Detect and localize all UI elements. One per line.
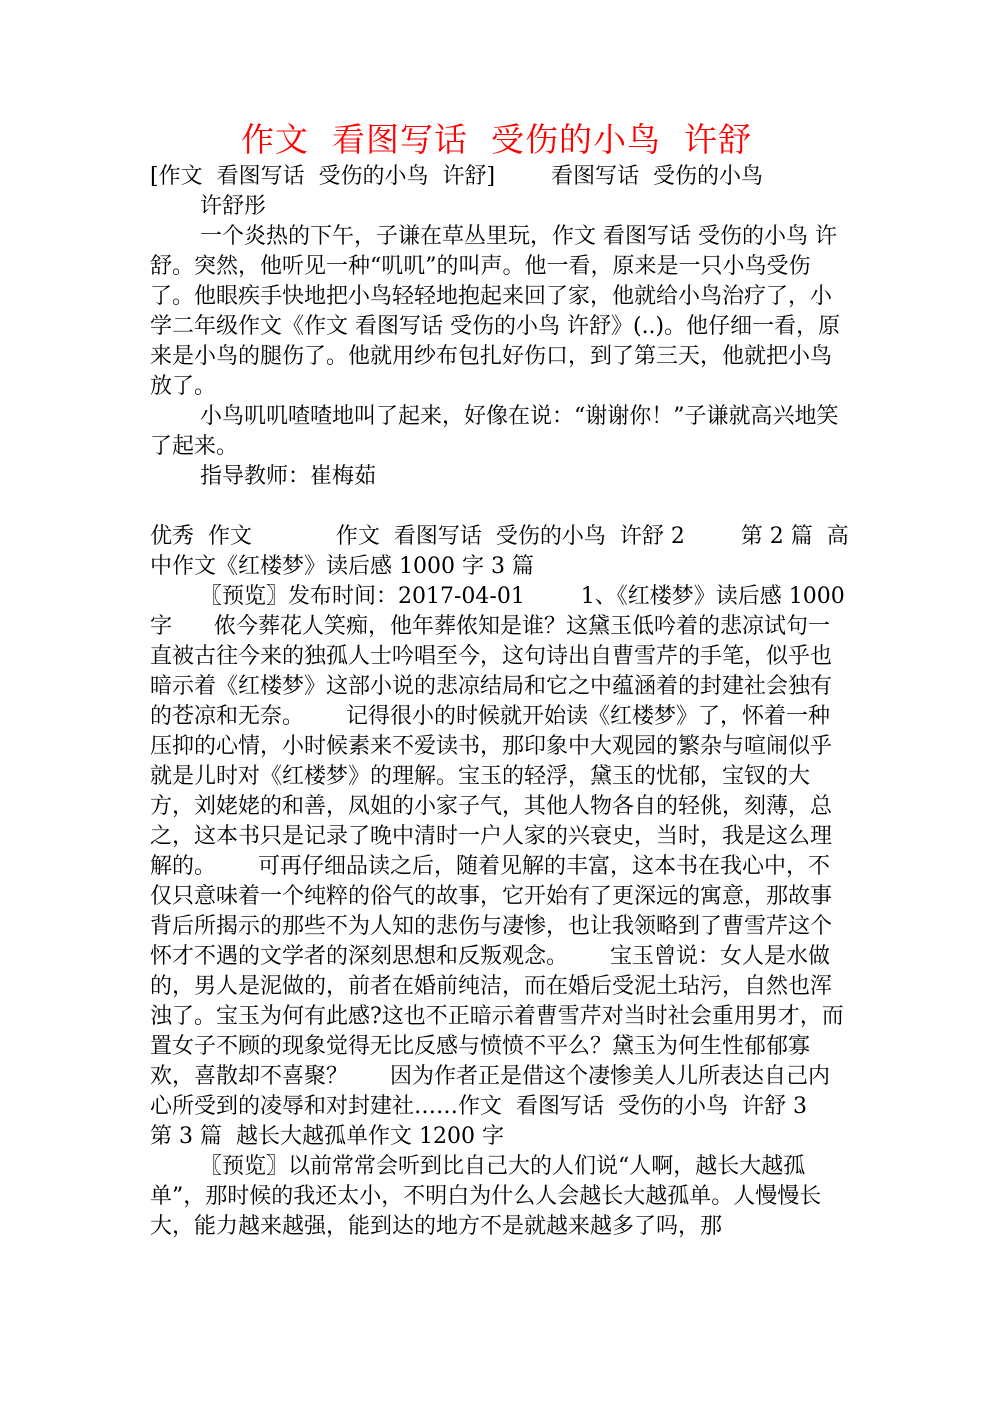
teacher-line: 指导教师：崔梅茹	[200, 464, 377, 489]
document-title: 作文 看图写话 受伤的小鸟 许舒	[241, 120, 752, 159]
document-body	[150, 162, 863, 1242]
author-name: 许舒彤	[200, 194, 267, 219]
article-2-preview: 〖预览〗发布时间：2017-04-01 1、《红楼梦》读后感 1000 字 侬今葬花人笑痴，他年葬侬知是谁？这黛玉低吟着的悲凉试句一直被古往今来的独孤人士吟唱至今，这句诗出自曹雪芹的手笔，似乎也暗示着《红楼梦》这部小说的悲凉结局和它之中蕴涵着的封建社会独有的苍凉和无奈。 记得很小的时候就开始读《红楼梦》了，怀着一种压抑的心情，小时候素来不爱读书，那印象中大观园的繁杂与喧闹似乎就是儿时对《红楼梦》的理解。宝玉的轻浮，黛玉的忧郁，宝钗的大方，刘姥姥的和善，凤姐的小家子气，其他人物各自的轻佻，刻薄，总之，这本书只是记录了晚中清时一户人家的兴衰史，当时，我是这么理解的。 可再仔细品读之后，随着见解的丰富，这本书在我心中，不仅只意味着一个纯粹的俗气的故事，它开始有了更深远的寓意，那故事背后所揭示的那些不为人知的悲伤与凄惨，也让我领略到了曹雪芹这个怀才不遇的文学者的深刻思想和反叛观念。 宝玉曾说：女人是水做的，男人是泥做的，前者在婚前纯洁，而在婚后受泥土玷污，自然也浑浊了。宝玉为何有此感?这也不正暗示着曹雪芹对当时社会重用男才，而置女子不顾的现象觉得无比反感与愤愤不平么？黛玉为何生性郁郁寡欢，喜散却不喜聚？ 因为作者正是借这个凄惨美人儿所表达自己内心所受到的凌辱和对封建社……作文 看图写话 受伤的小鸟 许舒 3 第 3 篇 越长大越孤单作文 1200 字	[150, 584, 863, 1149]
story-paragraph-1: 一个炎热的下午，子谦在草丛里玩，作文 看图写话 受伤的小鸟 许舒。突然，他听见一种“叽叽”的叫声。他一看，原来是一只小鸟受伤了。他眼疾手快地把小鸟轻轻地抱起来回了家，他就给小鸟治疗了，小学二年级作文《作文 看图写话 受伤的小鸟 许舒》(..)。他仔细一看，原来是小鸟的腿伤了。他就用纱布包扎好伤口，到了第三天，他就把小鸟放了。	[150, 224, 841, 399]
section-spacer	[150, 492, 850, 522]
related-articles-heading: 优秀 作文 作文 看图写话 受伤的小鸟 许舒 2 第 2 篇 高中作文《红楼梦》读后感 1000 字 3 篇	[150, 524, 849, 579]
article-3-preview: 〖预览〗以前常常会听到比自己大的人们说“人啊，越长大越孤单”，那时候的我还太小，不明白为什么人会越长大越孤单。人慢慢长大，能力越来越强，能到达的地方不是就越来越多了吗，那	[150, 1154, 822, 1239]
story-paragraph-2: 小鸟叽叽喳喳地叫了起来，好像在说：“谢谢你！”子谦就高兴地笑了起来。	[150, 404, 839, 459]
bracket-heading: [作文 看图写话 受伤的小鸟 许舒] 看图写话 受伤的小鸟	[150, 164, 764, 189]
